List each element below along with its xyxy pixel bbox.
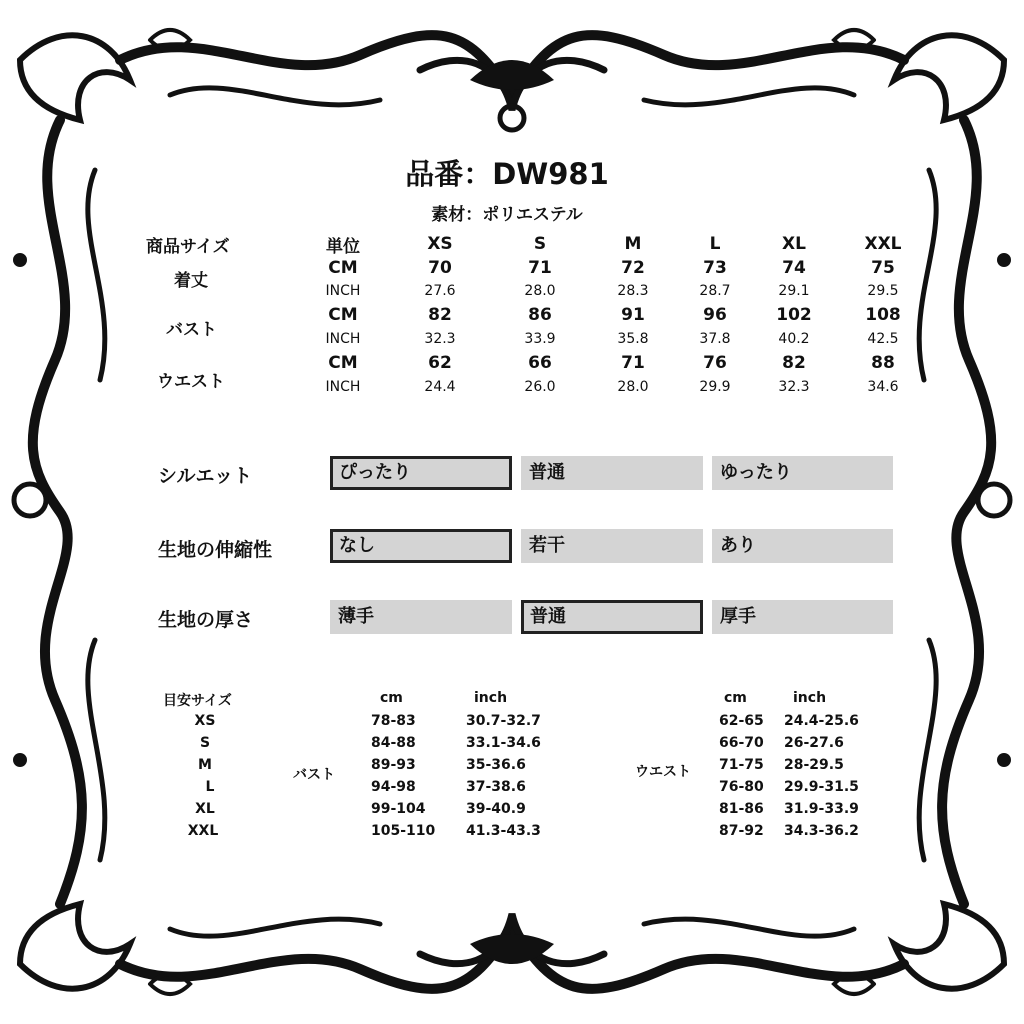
size-header: XL: [782, 234, 806, 254]
table-cell: 62: [428, 353, 452, 373]
table-cell: 27.6: [424, 283, 456, 299]
guide-bust-cm: 89-93: [371, 757, 416, 773]
table-cell: 74: [782, 258, 806, 278]
table-cell: 29.5: [867, 283, 899, 299]
guide-bust-inch: 33.1-34.6: [466, 735, 541, 751]
guide-waist-cm: 62-65: [719, 713, 764, 729]
product-number: 品番：DW981: [405, 157, 609, 191]
table-cell: 71: [528, 258, 552, 278]
guide-bust-cm: 78-83: [371, 713, 416, 729]
unit-inch: INCH: [325, 379, 361, 395]
guide-bust-cm: 94-98: [371, 779, 416, 795]
guide-waist-cm: 87-92: [719, 823, 764, 839]
table-cell: 28.3: [617, 283, 649, 299]
unit-cm: CM: [328, 258, 358, 278]
thickness-option-thin: 薄手: [330, 600, 512, 634]
table-cell: 37.8: [699, 331, 731, 347]
guide-size: S: [199, 735, 211, 751]
table-cell: 86: [528, 305, 552, 325]
thickness-option-thick: 厚手: [712, 600, 893, 634]
guide-size: XL: [195, 801, 215, 817]
guide-bust-inch: 30.7-32.7: [466, 713, 541, 729]
unit-header: 単位: [326, 237, 360, 257]
guide-bust-label: バスト: [293, 767, 335, 783]
table-cell: 28.0: [617, 379, 649, 395]
guide-size: L: [205, 779, 215, 795]
thickness-option-regular: 普通: [521, 600, 703, 634]
table-cell: 82: [428, 305, 452, 325]
guide-size: M: [198, 757, 212, 773]
silhouette-option-loose: ゆったり: [712, 456, 893, 490]
guide-waist-inch-header: inch: [793, 690, 827, 706]
guide-waist-cm-header: cm: [724, 690, 747, 706]
table-cell: 28.7: [699, 283, 731, 299]
guide-bust-inch-header: inch: [474, 690, 508, 706]
size-header: XS: [427, 234, 453, 254]
guide-waist-inch: 24.4-25.6: [784, 713, 859, 729]
guide-waist-inch: 29.9-31.5: [784, 779, 859, 795]
guide-bust-inch: 35-36.6: [466, 757, 526, 773]
table-cell: 76: [703, 353, 727, 373]
silhouette-option-regular: 普通: [521, 456, 703, 490]
table-cell: 28.0: [524, 283, 556, 299]
size-header: S: [533, 234, 547, 254]
table-cell: 40.2: [778, 331, 810, 347]
table-cell: 70: [428, 258, 452, 278]
row-label-length: 着丈: [174, 271, 208, 291]
guide-bust-inch: 41.3-43.3: [466, 823, 541, 839]
table-cell: 82: [782, 353, 806, 373]
table-cell: 96: [703, 305, 727, 325]
material: 素材：ポリエステル: [431, 205, 583, 225]
guide-bust-cm: 105-110: [371, 823, 436, 839]
row-label-bust: バスト: [166, 320, 217, 340]
guide-waist-cm: 81-86: [719, 801, 764, 817]
guide-waist-inch: 34.3-36.2: [784, 823, 859, 839]
table-cell: 29.9: [699, 379, 731, 395]
table-cell: 42.5: [867, 331, 899, 347]
table-cell: 88: [871, 353, 895, 373]
guide-waist-inch: 31.9-33.9: [784, 801, 859, 817]
guide-size: XXL: [187, 823, 219, 839]
guide-bust-inch: 37-38.6: [466, 779, 526, 795]
stretch-option-none: なし: [330, 529, 512, 563]
guide-waist-inch: 28-29.5: [784, 757, 844, 773]
attr-label-stretch: 生地の伸縮性: [158, 539, 273, 561]
table-cell: 26.0: [524, 379, 556, 395]
table-cell: 91: [621, 305, 645, 325]
size-header: M: [624, 234, 642, 254]
guide-waist-inch: 26-27.6: [784, 735, 844, 751]
unit-inch: INCH: [325, 283, 361, 299]
table-cell: 71: [621, 353, 645, 373]
stretch-option-slight: 若干: [521, 529, 703, 563]
silhouette-option-tight: ぴったり: [330, 456, 512, 490]
guide-bust-cm: 99-104: [371, 801, 426, 817]
guide-bust-cm-header: cm: [380, 690, 403, 706]
table-cell: 102: [776, 305, 812, 325]
guide-waist-cm: 66-70: [719, 735, 764, 751]
attr-label-silhouette: シルエット: [158, 465, 253, 487]
table-cell: 108: [865, 305, 901, 325]
table-cell: 32.3: [778, 379, 810, 395]
guide-bust-cm: 84-88: [371, 735, 416, 751]
table-cell: 34.6: [867, 379, 899, 395]
guide-waist-cm: 76-80: [719, 779, 764, 795]
unit-cm: CM: [328, 353, 358, 373]
table-cell: 33.9: [524, 331, 556, 347]
table-cell: 35.8: [617, 331, 649, 347]
attr-label-thickness: 生地の厚さ: [158, 609, 254, 631]
table-cell: 66: [528, 353, 552, 373]
size-header: XXL: [864, 234, 902, 254]
size-header: L: [709, 234, 721, 254]
table-cell: 73: [703, 258, 727, 278]
table-cell: 29.1: [778, 283, 810, 299]
row-label-waist: ウエスト: [157, 372, 225, 392]
guide-size: XS: [194, 713, 216, 729]
guide-waist-label: ウエスト: [635, 764, 691, 780]
table-cell: 72: [621, 258, 645, 278]
table-cell: 75: [871, 258, 895, 278]
stretch-option-yes: あり: [712, 529, 893, 563]
guide-bust-inch: 39-40.9: [466, 801, 526, 817]
table-cell: 24.4: [424, 379, 456, 395]
unit-inch: INCH: [325, 331, 361, 347]
guide-title: 目安サイズ: [163, 693, 232, 709]
unit-cm: CM: [328, 305, 358, 325]
guide-waist-cm: 71-75: [719, 757, 764, 773]
table-cell: 32.3: [424, 331, 456, 347]
size-table-corner-label: 商品サイズ: [146, 237, 230, 257]
